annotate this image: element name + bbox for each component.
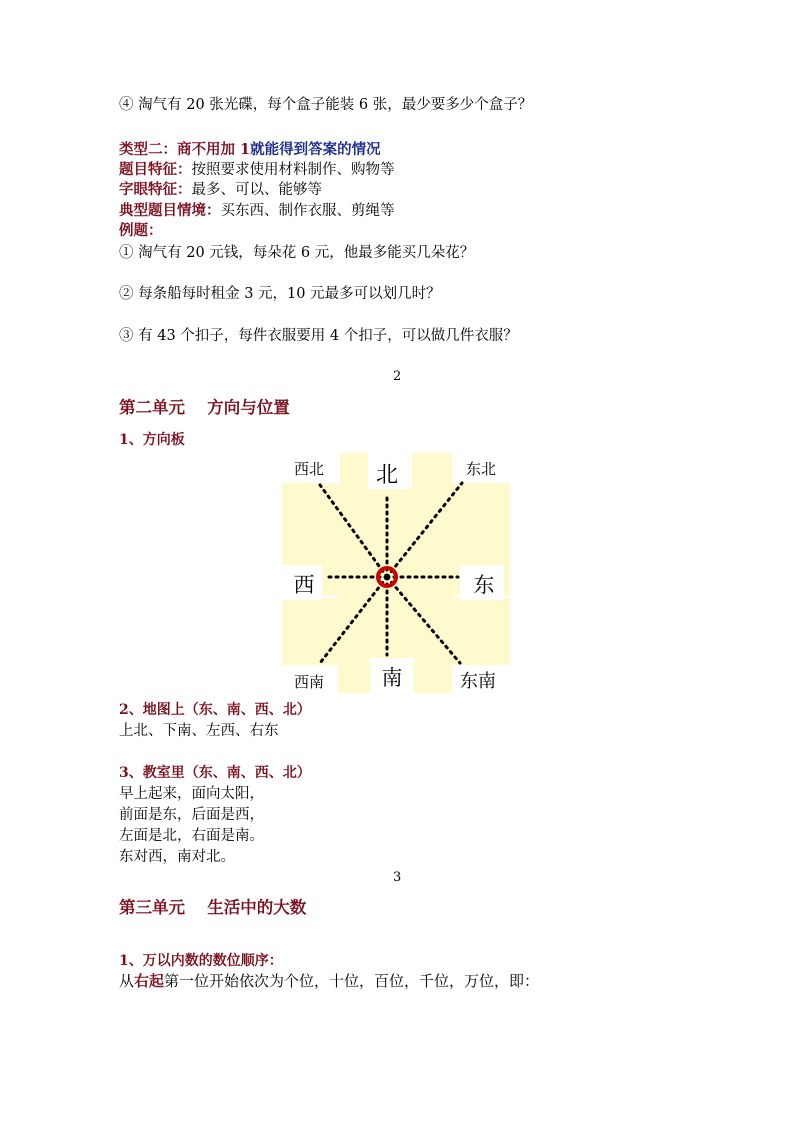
unit3-text-c: 第一位开始依次为个位，十位，百位，千位，万位，即： [164,972,540,990]
type2-title [119,141,381,159]
question-4: ④ 淘气有 20 张光碟，每个盒子能装 6 张，最少要多少个盒子？ [119,97,533,113]
scene-line [119,202,395,220]
example-q1: ① 淘气有 20 元钱，每朵花 6 元，他最多能买几朵花？ [119,245,475,261]
unit2-section3-title: 3、教室里（东、南、西、北） [119,765,311,781]
unit2-section3-line2: 前面是东，后面是西， [119,807,264,823]
example-label: 例题： [119,222,163,239]
label-east: 东 [473,573,495,597]
feature-label: 题目特征： [119,161,192,178]
keyword-line [119,181,322,199]
unit2-section3-line3: 左面是北，右面是南。 [119,828,264,844]
label-northwest: 西北 [293,460,325,478]
unit2-section2-title: 2、地图上（东、南、西、北） [119,702,311,718]
label-northeast: 东北 [465,460,497,478]
feature-line [119,161,395,179]
scene-label: 典型题目情境： [119,202,221,219]
example-q2: ② 每条船每时租金 3 元，10 元最多可以划几时？ [119,286,441,302]
unit3-text-b: 右起 [134,972,165,990]
unit3-section1-title: 1、万以内数的数位顺序： [119,953,283,969]
unit2-section1-title: 1、方向板 [119,432,185,448]
keyword-text: 最多、可以、能够等 [191,182,322,198]
keyword-label: 字眼特征： [119,181,192,198]
feature-text: 按照要求使用材料制作、购物等 [191,162,395,178]
scene-text: 买东西、制作衣服、剪绳等 [220,203,395,219]
unit3-section1-text [119,972,539,990]
label-southeast: 东南 [460,671,496,692]
label-north: 北 [375,463,399,488]
label-west: 西 [293,573,315,597]
page-number-2: 2 [393,369,402,384]
label-southwest: 西南 [293,673,325,691]
unit2-section2-text: 上北、下南、左西、右东 [119,723,279,739]
type2-title-a: 类型二：商不用 [119,141,221,158]
unit3-heading: 第三单元 生活中的大数 [119,898,307,917]
type2-title-b: 加 1 [220,141,251,158]
example-q3: ③ 有 43 个扣子，每件衣服要用 4 个扣子，可以做几件衣服？ [119,328,518,344]
unit2-heading: 第二单元 方向与位置 [119,398,290,417]
type2-title-c: 就能得到答案的情况 [250,141,381,158]
page-number-3: 3 [393,870,402,885]
label-south: 南 [381,666,403,690]
unit2-section3-line1: 早上起来，面向太阳， [119,786,264,802]
direction-board [282,453,510,693]
unit2-section3-line4: 东对西，南对北。 [119,849,235,865]
unit3-text-a: 从 [119,972,135,990]
